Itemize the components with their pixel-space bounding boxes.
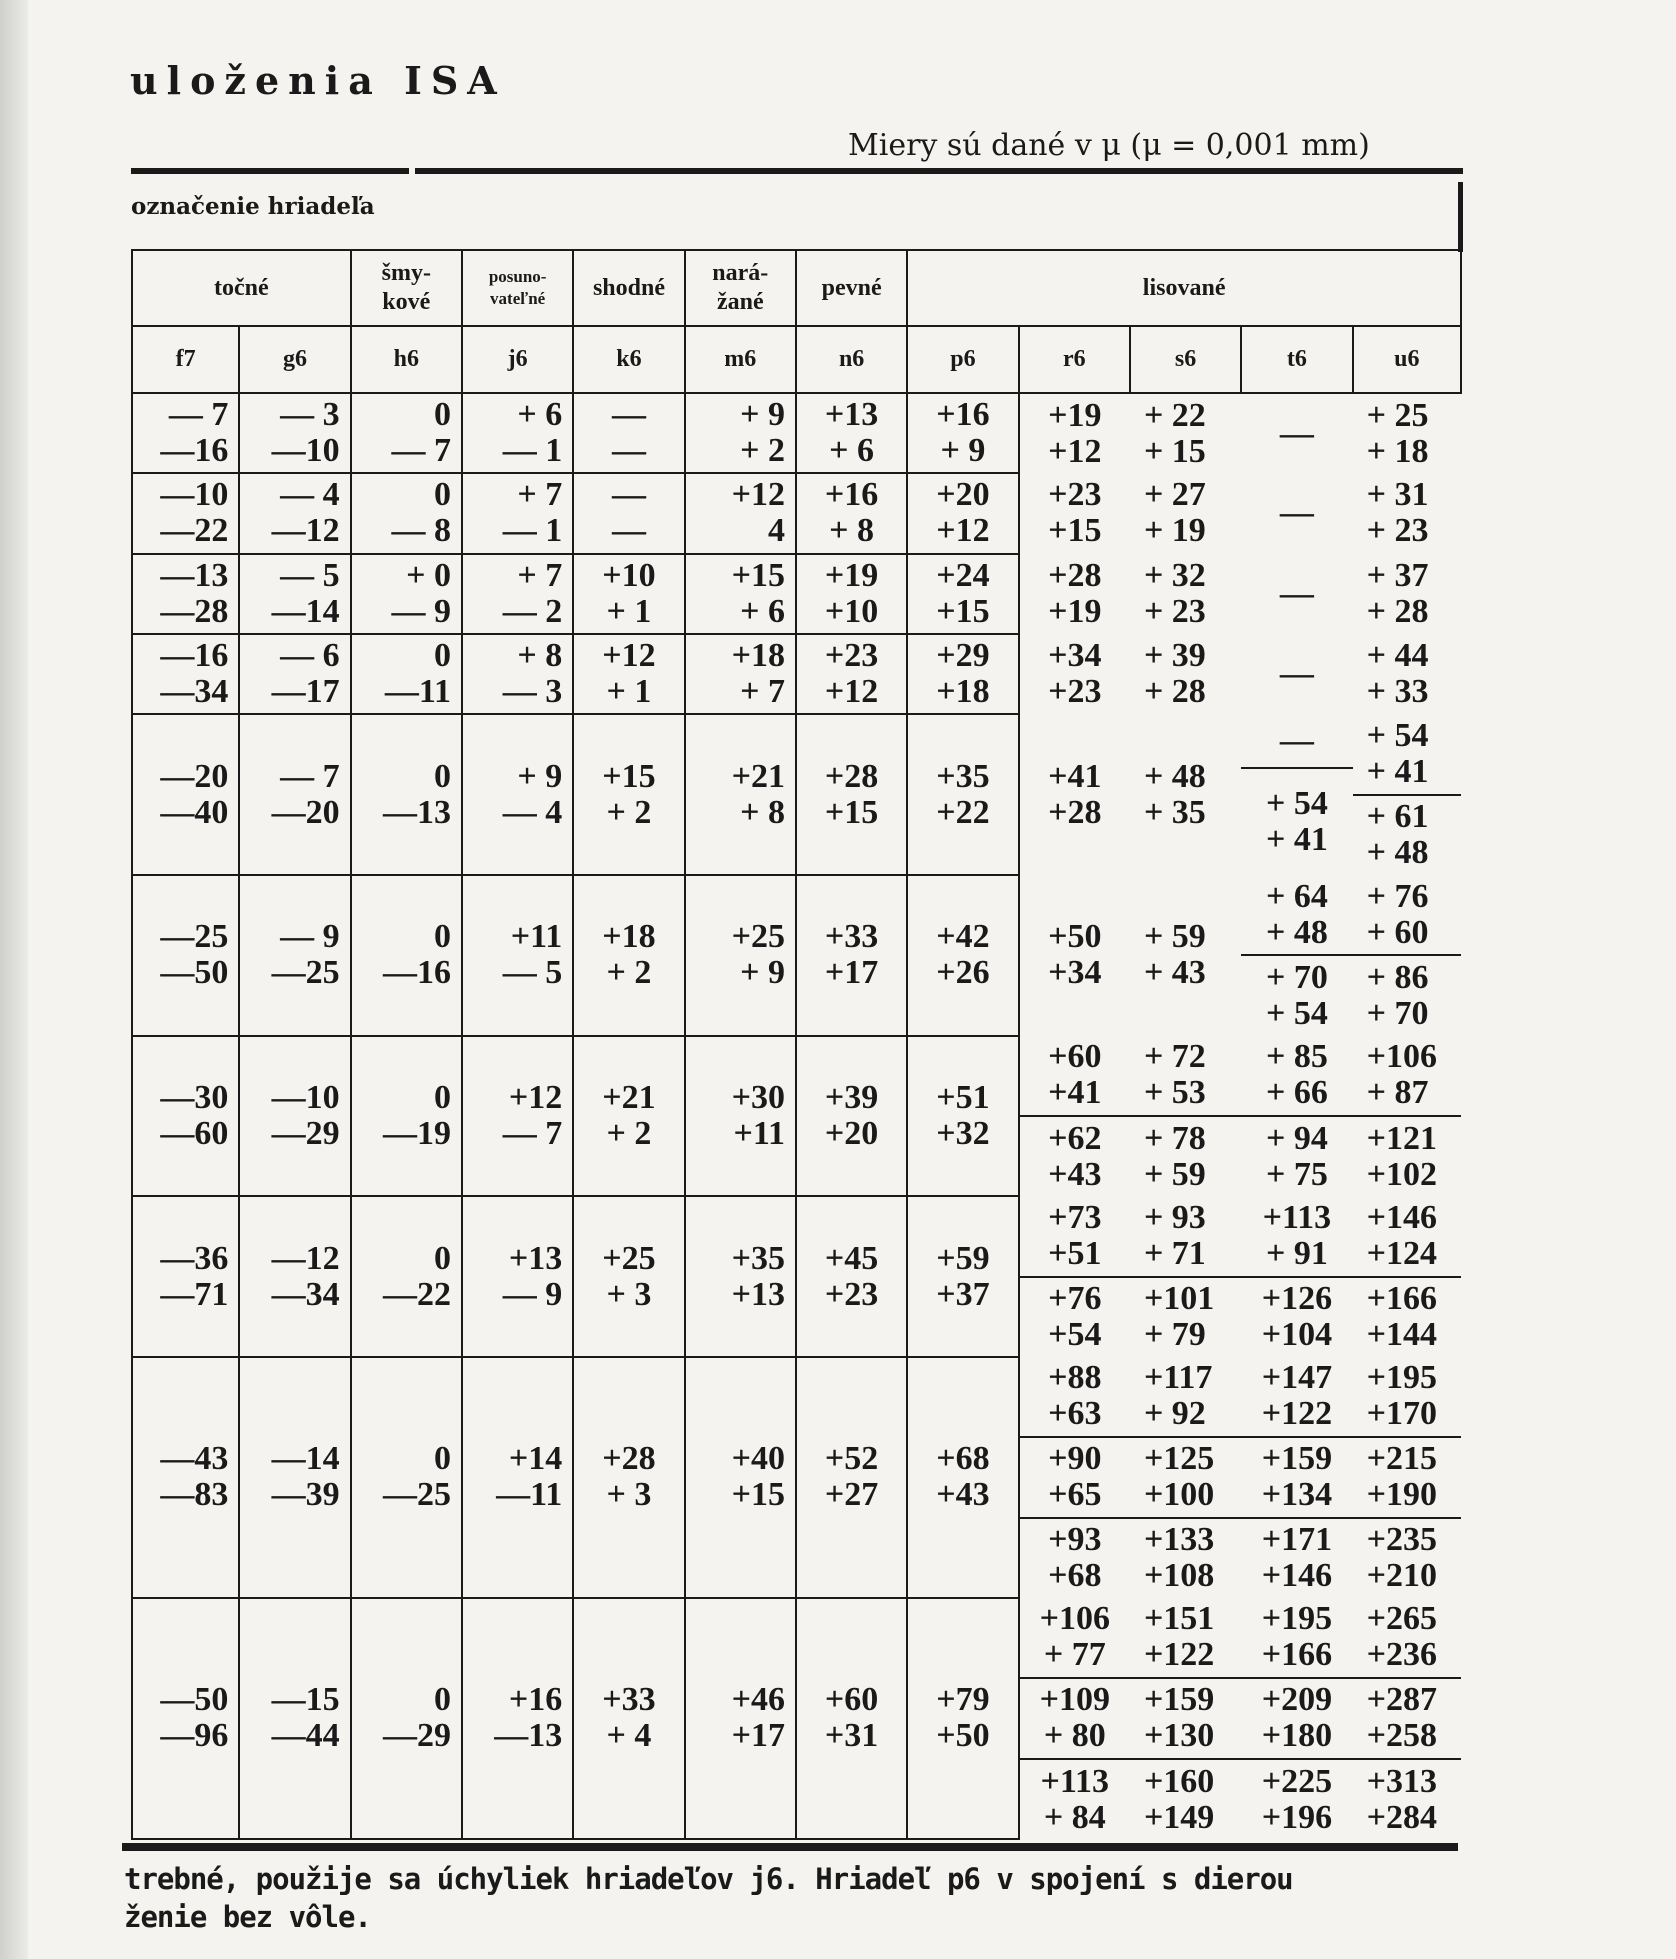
cell-r6 (1019, 875, 1130, 1036)
cell-k6: — — (573, 393, 684, 473)
footnote-line-1: trebné, použije sa úchyliek hriadeľov j6. Hriadeľ p6 v spojení s dierou (124, 1862, 1293, 1896)
cell-k6: +15 + 2 (573, 714, 684, 875)
column-header-p6: p6 (907, 326, 1018, 393)
cell-g6: — 3 —10 (239, 393, 350, 473)
footnote-line-2: ženie bez vôle. (124, 1900, 371, 1934)
subcell-u6: +287 +258 (1353, 1678, 1461, 1759)
cell-f7: —16 —34 (132, 634, 239, 714)
cell-m6: +21 + 8 (685, 714, 796, 875)
cell-t6 (1241, 875, 1352, 1036)
cell-h6: 0 —19 (351, 1036, 462, 1197)
cell-h6: 0 —16 (351, 875, 462, 1036)
cell-r6 (1019, 1598, 1130, 1839)
subcell-u6: + 61 + 48 (1353, 795, 1461, 875)
cell-r6 (1019, 634, 1130, 714)
cell-j6: + 6 — 1 (462, 393, 573, 473)
subcell-t6: +171 +146 (1241, 1518, 1352, 1598)
cell-n6: +16 + 8 (796, 473, 907, 553)
cell-m6: +25 + 9 (685, 875, 796, 1036)
subcell-s6: +133 +108 (1130, 1518, 1241, 1598)
cell-g6: —15 —44 (239, 1598, 350, 1839)
cell-m6: +35 +13 (685, 1196, 796, 1357)
cell-r6 (1019, 473, 1130, 553)
subcell-t6: — (1279, 574, 1314, 612)
cell-u6 (1353, 1357, 1461, 1598)
cell-p6: +20 +12 (907, 473, 1018, 553)
cell-r6 (1019, 554, 1130, 634)
group-header: točné (132, 250, 351, 326)
cell-n6: +39 +20 (796, 1036, 907, 1197)
cell-h6: 0 —22 (351, 1196, 462, 1357)
cell-s6 (1130, 1598, 1241, 1839)
subcell-u6: +195 +170 (1366, 1359, 1437, 1433)
cell-p6: +29 +18 (907, 634, 1018, 714)
subcell-t6: +126 +104 (1241, 1277, 1352, 1357)
table-row (132, 554, 1461, 634)
cell-t6 (1241, 1036, 1352, 1197)
subcell-u6: + 76 + 60 (1366, 877, 1429, 951)
column-header-g6: g6 (239, 326, 350, 393)
group-header: posuno- vateľné (462, 250, 573, 326)
table-row (132, 473, 1461, 553)
subcell-u6: +121 +102 (1353, 1116, 1461, 1196)
cell-u6 (1353, 1598, 1461, 1839)
subcell-t6: +159 +134 (1241, 1437, 1352, 1518)
cell-g6: —10 —29 (239, 1036, 350, 1197)
cell-j6: +16 —13 (462, 1598, 573, 1839)
column-header-n6: n6 (796, 326, 907, 393)
cell-u6 (1353, 1036, 1461, 1197)
cell-u6 (1353, 473, 1461, 553)
cell-r6 (1019, 1357, 1130, 1598)
subcell-s6: +117 + 92 (1143, 1359, 1213, 1433)
subcell-u6: +106 + 87 (1366, 1038, 1437, 1112)
subcell-u6: +235 +210 (1353, 1518, 1461, 1598)
cell-m6: +12 4 (685, 473, 796, 553)
header-rule-right (415, 168, 1463, 174)
subcell-s6: +101 + 79 (1130, 1277, 1241, 1357)
subcell-s6: + 72 + 53 (1143, 1038, 1206, 1112)
subcell-s6: + 22 + 15 (1143, 396, 1206, 470)
table-frame-line (1458, 182, 1463, 252)
subcell-s6: + 39 + 28 (1143, 637, 1206, 711)
cell-j6: +11 — 5 (462, 875, 573, 1036)
cell-m6: +15 + 6 (685, 554, 796, 634)
subcell-r6: +23 +15 (1048, 476, 1102, 550)
cell-f7: —13 —28 (132, 554, 239, 634)
subcell-r6: +62 +43 (1020, 1116, 1130, 1196)
column-header-row (132, 326, 1461, 393)
subcell-r6: +106 + 77 (1039, 1600, 1110, 1674)
cell-k6: +12 + 1 (573, 634, 684, 714)
cell-m6: +18 + 7 (685, 634, 796, 714)
cell-t6 (1241, 1196, 1352, 1357)
table-row (132, 393, 1461, 473)
subcell-r6: +34 +23 (1048, 637, 1102, 711)
subcell-t6: +225 +196 (1241, 1759, 1352, 1839)
cell-g6: — 5 —14 (239, 554, 350, 634)
group-header: šmy- kové (351, 250, 462, 326)
cell-f7: —36 —71 (132, 1196, 239, 1357)
cell-k6: +18 + 2 (573, 875, 684, 1036)
table-row (132, 714, 1461, 875)
cell-r6 (1019, 1196, 1130, 1357)
cell-u6 (1353, 714, 1461, 875)
subcell-t6: — (1279, 494, 1314, 532)
subcell-s6: + 48 + 35 (1143, 757, 1206, 831)
table-row (132, 1196, 1461, 1357)
cell-m6: +40 +15 (685, 1357, 796, 1598)
subcell-s6: + 59 + 43 (1143, 918, 1206, 992)
cell-n6: +33 +17 (796, 875, 907, 1036)
subcell-s6: +125 +100 (1130, 1437, 1241, 1518)
cell-m6: + 9 + 2 (685, 393, 796, 473)
cell-p6: +79 +50 (907, 1598, 1018, 1839)
cell-g6: —14 —39 (239, 1357, 350, 1598)
subcell-t6: + 94 + 75 (1241, 1116, 1352, 1196)
cell-p6: +24 +15 (907, 554, 1018, 634)
column-header-u6: u6 (1353, 326, 1461, 393)
table-row (132, 875, 1461, 1036)
table-row (132, 1036, 1461, 1197)
cell-h6: + 0 — 9 (351, 554, 462, 634)
cell-n6: +52 +27 (796, 1357, 907, 1598)
cell-h6: 0 —13 (351, 714, 462, 875)
cell-j6: +13 — 9 (462, 1196, 573, 1357)
cell-k6: +10 + 1 (573, 554, 684, 634)
cell-j6: + 7 — 2 (462, 554, 573, 634)
subcell-s6: + 32 + 23 (1143, 556, 1206, 630)
subcell-u6: +166 +144 (1353, 1277, 1461, 1357)
subcell-t6: + 54 + 41 (1241, 768, 1352, 875)
column-header-r6: r6 (1019, 326, 1130, 393)
subcell-s6: +160 +149 (1130, 1759, 1241, 1839)
cell-g6: — 9 —25 (239, 875, 350, 1036)
cell-j6: + 8 — 3 (462, 634, 573, 714)
cell-p6: +51 +32 (907, 1036, 1018, 1197)
column-header-t6: t6 (1241, 326, 1352, 393)
cell-r6 (1019, 714, 1130, 875)
subcell-u6: + 37 + 28 (1366, 556, 1429, 630)
cell-n6: +60 +31 (796, 1598, 907, 1839)
cell-n6: +19 +10 (796, 554, 907, 634)
units-note: Miery sú dané v μ (μ = 0,001 mm) (848, 128, 1370, 163)
cell-f7: —30 —60 (132, 1036, 239, 1197)
cell-t6 (1241, 393, 1352, 473)
subcell-r6: +109 + 80 (1020, 1678, 1130, 1759)
subcell-r6: +88 +63 (1048, 1359, 1102, 1433)
cell-p6: +68 +43 (907, 1357, 1018, 1598)
cell-t6 (1241, 1357, 1352, 1598)
cell-f7: —43 —83 (132, 1357, 239, 1598)
subcell-u6: +215 +190 (1353, 1437, 1461, 1518)
subcell-u6: +146 +124 (1366, 1198, 1437, 1272)
scan-edge (0, 0, 28, 1959)
cell-r6 (1019, 393, 1130, 473)
cell-k6: +25 + 3 (573, 1196, 684, 1357)
cell-h6: 0 —25 (351, 1357, 462, 1598)
subcell-t6: — (1279, 721, 1314, 759)
cell-p6: +16 + 9 (907, 393, 1018, 473)
cell-n6: +45 +23 (796, 1196, 907, 1357)
column-header-m6: m6 (685, 326, 796, 393)
cell-f7: — 7 —16 (132, 393, 239, 473)
cell-j6: +14 —11 (462, 1357, 573, 1598)
cell-s6 (1130, 554, 1241, 634)
cell-t6 (1241, 1598, 1352, 1839)
cell-p6: +42 +26 (907, 875, 1018, 1036)
cell-u6 (1353, 554, 1461, 634)
cell-n6: +28 +15 (796, 714, 907, 875)
cell-g6: — 6 —17 (239, 634, 350, 714)
subcell-t6: +113 + 91 (1262, 1198, 1332, 1272)
table-bottom-rule (122, 1843, 1458, 1851)
cell-p6: +35 +22 (907, 714, 1018, 875)
cell-u6 (1353, 875, 1461, 1036)
cell-j6: + 9 — 4 (462, 714, 573, 875)
subcell-r6: +93 +68 (1020, 1518, 1130, 1598)
column-header-s6: s6 (1130, 326, 1241, 393)
cell-g6: — 4 —12 (239, 473, 350, 553)
cell-n6: +13 + 6 (796, 393, 907, 473)
subcell-t6: + 64 + 48 (1265, 877, 1328, 951)
group-header: pevné (796, 250, 907, 326)
cell-r6 (1019, 1036, 1130, 1197)
cell-h6: 0 — 7 (351, 393, 462, 473)
subcell-r6: +90 +65 (1020, 1437, 1130, 1518)
subcell-s6: + 78 + 59 (1130, 1116, 1241, 1196)
cell-m6: +30 +11 (685, 1036, 796, 1197)
subcell-r6: +50 +34 (1048, 918, 1102, 992)
tolerance-table (131, 249, 1462, 1840)
subcell-u6: + 31 + 23 (1366, 476, 1429, 550)
cell-s6 (1130, 634, 1241, 714)
cell-j6: +12 — 7 (462, 1036, 573, 1197)
subcell-u6: +313 +284 (1353, 1759, 1461, 1839)
cell-f7: —50 —96 (132, 1598, 239, 1839)
subcell-s6: +151 +122 (1143, 1600, 1215, 1674)
group-header: shodné (573, 250, 684, 326)
cell-t6 (1241, 634, 1352, 714)
cell-s6 (1130, 1357, 1241, 1598)
subcell-u6: + 86 + 70 (1353, 955, 1461, 1035)
cell-u6 (1353, 634, 1461, 714)
cell-n6: +23 +12 (796, 634, 907, 714)
cell-h6: 0 — 8 (351, 473, 462, 553)
subcell-r6: +41 +28 (1048, 757, 1102, 831)
subcell-s6: + 93 + 71 (1143, 1198, 1206, 1272)
shaft-designation-label: označenie hriadeľa (131, 193, 375, 220)
table-row (132, 634, 1461, 714)
group-header: nará- žané (685, 250, 796, 326)
cell-f7: —20 —40 (132, 714, 239, 875)
subcell-r6: +28 +19 (1048, 556, 1102, 630)
cell-h6: 0 —11 (351, 634, 462, 714)
column-header-f7: f7 (132, 326, 239, 393)
subcell-t6: + 70 + 54 (1241, 955, 1352, 1035)
subcell-r6: +19 +12 (1048, 396, 1102, 470)
page-title: uloženia ISA (130, 58, 506, 103)
subcell-s6: +159 +130 (1130, 1678, 1241, 1759)
subcell-u6: + 44 + 33 (1366, 637, 1429, 711)
cell-t6 (1241, 714, 1352, 875)
column-header-k6: k6 (573, 326, 684, 393)
table-row (132, 1357, 1461, 1598)
cell-u6 (1353, 1196, 1461, 1357)
cell-s6 (1130, 875, 1241, 1036)
cell-s6 (1130, 1196, 1241, 1357)
subcell-u6: + 54 + 41 (1366, 716, 1429, 790)
subcell-r6: +113 + 84 (1020, 1759, 1130, 1839)
cell-h6: 0 —29 (351, 1598, 462, 1839)
cell-s6 (1130, 1036, 1241, 1197)
subcell-t6: — (1279, 655, 1314, 693)
subcell-t6: +209 +180 (1241, 1678, 1352, 1759)
cell-k6: +28 + 3 (573, 1357, 684, 1598)
cell-g6: — 7 —20 (239, 714, 350, 875)
subcell-u6: + 25 + 18 (1366, 396, 1429, 470)
cell-k6: +21 + 2 (573, 1036, 684, 1197)
subcell-t6: — (1279, 414, 1314, 452)
cell-s6 (1130, 473, 1241, 553)
subcell-t6: +195 +166 (1261, 1600, 1333, 1674)
cell-u6 (1353, 393, 1461, 473)
cell-m6: +46 +17 (685, 1598, 796, 1839)
cell-k6: +33 + 4 (573, 1598, 684, 1839)
table-row (132, 1598, 1461, 1839)
cell-g6: —12 —34 (239, 1196, 350, 1357)
cell-t6 (1241, 554, 1352, 634)
cell-s6 (1130, 393, 1241, 473)
cell-j6: + 7 — 1 (462, 473, 573, 553)
cell-s6 (1130, 714, 1241, 875)
cell-k6: — — (573, 473, 684, 553)
subcell-s6: + 27 + 19 (1143, 476, 1206, 550)
header-rule-left (131, 168, 409, 174)
subcell-u6: +265 +236 (1366, 1600, 1437, 1674)
subcell-r6: +60 +41 (1048, 1038, 1102, 1112)
subcell-r6: +76 +54 (1020, 1277, 1130, 1357)
cell-f7: —25 —50 (132, 875, 239, 1036)
subcell-t6: +147 +122 (1261, 1359, 1333, 1433)
column-header-h6: h6 (351, 326, 462, 393)
cell-p6: +59 +37 (907, 1196, 1018, 1357)
group-header: lisované (907, 250, 1461, 326)
cell-t6 (1241, 473, 1352, 553)
subcell-t6: + 85 + 66 (1265, 1038, 1328, 1112)
subcell-r6: +73 +51 (1048, 1198, 1102, 1272)
footnote (124, 1860, 1293, 1936)
group-header-row (132, 250, 1461, 326)
cell-f7: —10 —22 (132, 473, 239, 553)
column-header-j6: j6 (462, 326, 573, 393)
